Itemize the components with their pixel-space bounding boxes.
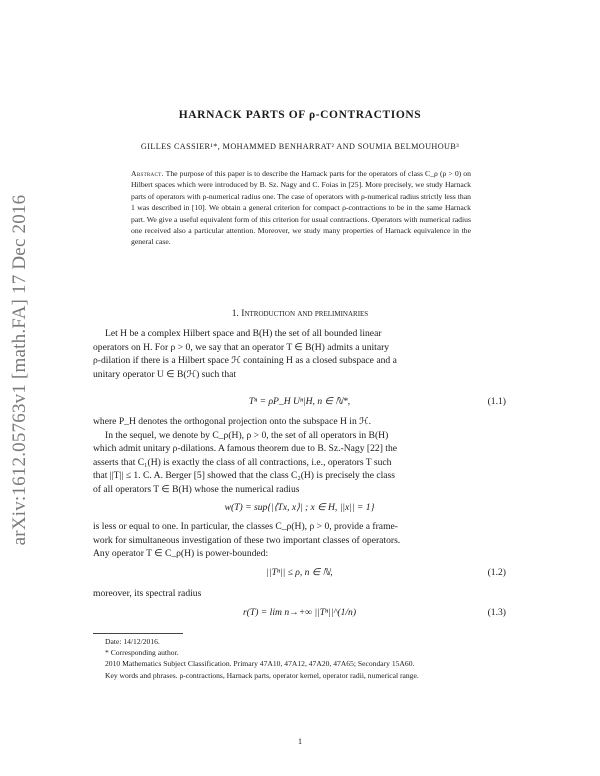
text-line: Let H be a complex Hilbert space and B(H) the set of all bounded linear <box>105 328 382 339</box>
text-line: is less or equal to one. In particular, the classes C_ρ(H), ρ > 0, provide a frame- <box>93 521 398 532</box>
arxiv-stamp: arXiv:1612.05763v1 [math.FA] 17 Dec 2016 <box>9 194 30 546</box>
abstract-heading: Abstract. <box>131 169 164 178</box>
intro-paragraph-2 <box>93 415 506 496</box>
text-line: that ||T|| ≤ 1. C. A. Berger [5] showed that the class C₂(H) is precisely the class <box>93 470 395 481</box>
equation-number: (1.1) <box>487 396 506 407</box>
text-line: ρ-dilation if there is a Hilbert space ℋ containing H as a closed subspace and a <box>93 355 397 366</box>
equation-formula: r(T) = lim n→+∞ ||Tⁿ||^(1/n) <box>242 607 357 618</box>
footnote-keywords: Key words and phrases. ρ-contractions, Harnack parts, operator kernel, operator radii, numerical range. <box>105 670 419 680</box>
text-line: asserts that C₁(H) is exactly the class of all contractions, i.e., operators T such <box>93 456 392 468</box>
footnote-msc: 2010 Mathematics Subject Classification. Primary 47A10, 47A12, 47A20, 47A65; Secondary 15A60. <box>105 659 415 669</box>
page-number: 1 <box>297 736 303 746</box>
section-number: 1. <box>231 309 239 319</box>
text-line: which admit unitary ρ-dilations. A famous theorem due to B. Sz.-Nagy [22] the <box>93 443 398 454</box>
text-line: moreover, its spectral radius <box>93 588 202 599</box>
author-list: GILLES CASSIER¹*, MOHAMMED BENHARRAT² AND SOUMIA BELMOUHOUB³ <box>140 142 460 151</box>
footnotes <box>93 636 506 681</box>
footnote-date: Date: 14/12/2016. <box>105 637 160 646</box>
equation-1-3 <box>93 607 506 621</box>
text-line: Any operator T ∈ C_ρ(H) is power-bounded: <box>93 548 269 559</box>
section-heading <box>100 309 500 319</box>
text-line: work for simultaneous investigation of these two important classes of operators. <box>93 534 401 546</box>
equation-1-1 <box>93 396 506 410</box>
text-line: In the sequel, we denote by C_ρ(H), ρ > 0, the set of all operators in B(H) <box>105 429 389 441</box>
abstract <box>131 168 471 248</box>
equation-numerical-radius <box>93 502 506 516</box>
intro-paragraph-3 <box>93 520 506 561</box>
equation-formula: Tⁿ = ρP_H Uⁿ|H, n ∈ ℕ*, <box>248 396 351 407</box>
equation-1-2 <box>93 567 506 581</box>
paper-title: HARNACK PARTS OF ρ-CONTRACTIONS <box>178 109 422 121</box>
section-title: Introduction and preliminaries <box>241 309 369 319</box>
equation-formula: w(T) = sup{|⟨Tx, x⟩| ; x ∈ H, ||x|| = 1} <box>224 502 375 513</box>
equation-formula: ||Tⁿ|| ≤ ρ, n ∈ ℕ, <box>266 567 333 578</box>
text-line: of all operators T ∈ B(H) whose the numerical radius <box>93 483 300 495</box>
equation-number: (1.3) <box>487 607 506 618</box>
text-line: operators on H. For ρ > 0, we say that an operator T ∈ B(H) admits a unitary <box>93 341 390 353</box>
text-line: where P_H denotes the orthogonal projection onto the subspace H in ℋ. <box>93 416 372 427</box>
equation-number: (1.2) <box>487 567 506 578</box>
text-line: unitary operator U ∈ B(ℋ) such that <box>93 368 237 380</box>
footnote-corresponding: * Corresponding author. <box>105 648 179 658</box>
footnote-rule <box>93 633 183 634</box>
intro-paragraph-4 <box>93 587 506 601</box>
intro-paragraph-1 <box>93 327 506 381</box>
abstract-text: The purpose of this paper is to describe the Harnack parts for the operators of class C_ρ (ρ > 0) on Hilbert spaces which were introduced by B. Sz. Nagy and C. Foias in [25]. More precisely, we study Harnack parts of operators with ρ-numerical radius one. The case of operators with ρ-numerical radius strictly less than 1 was described in [10]. We obtain a general criterion for compact ρ-contractions to be in the same Harnack part. We give a useful equivalent form of this criterion for usual contractions. Operators with numerical radius one received also a particular attention. Moreover, we study many properties of Harnack equivalence in the general case. <box>131 169 471 247</box>
